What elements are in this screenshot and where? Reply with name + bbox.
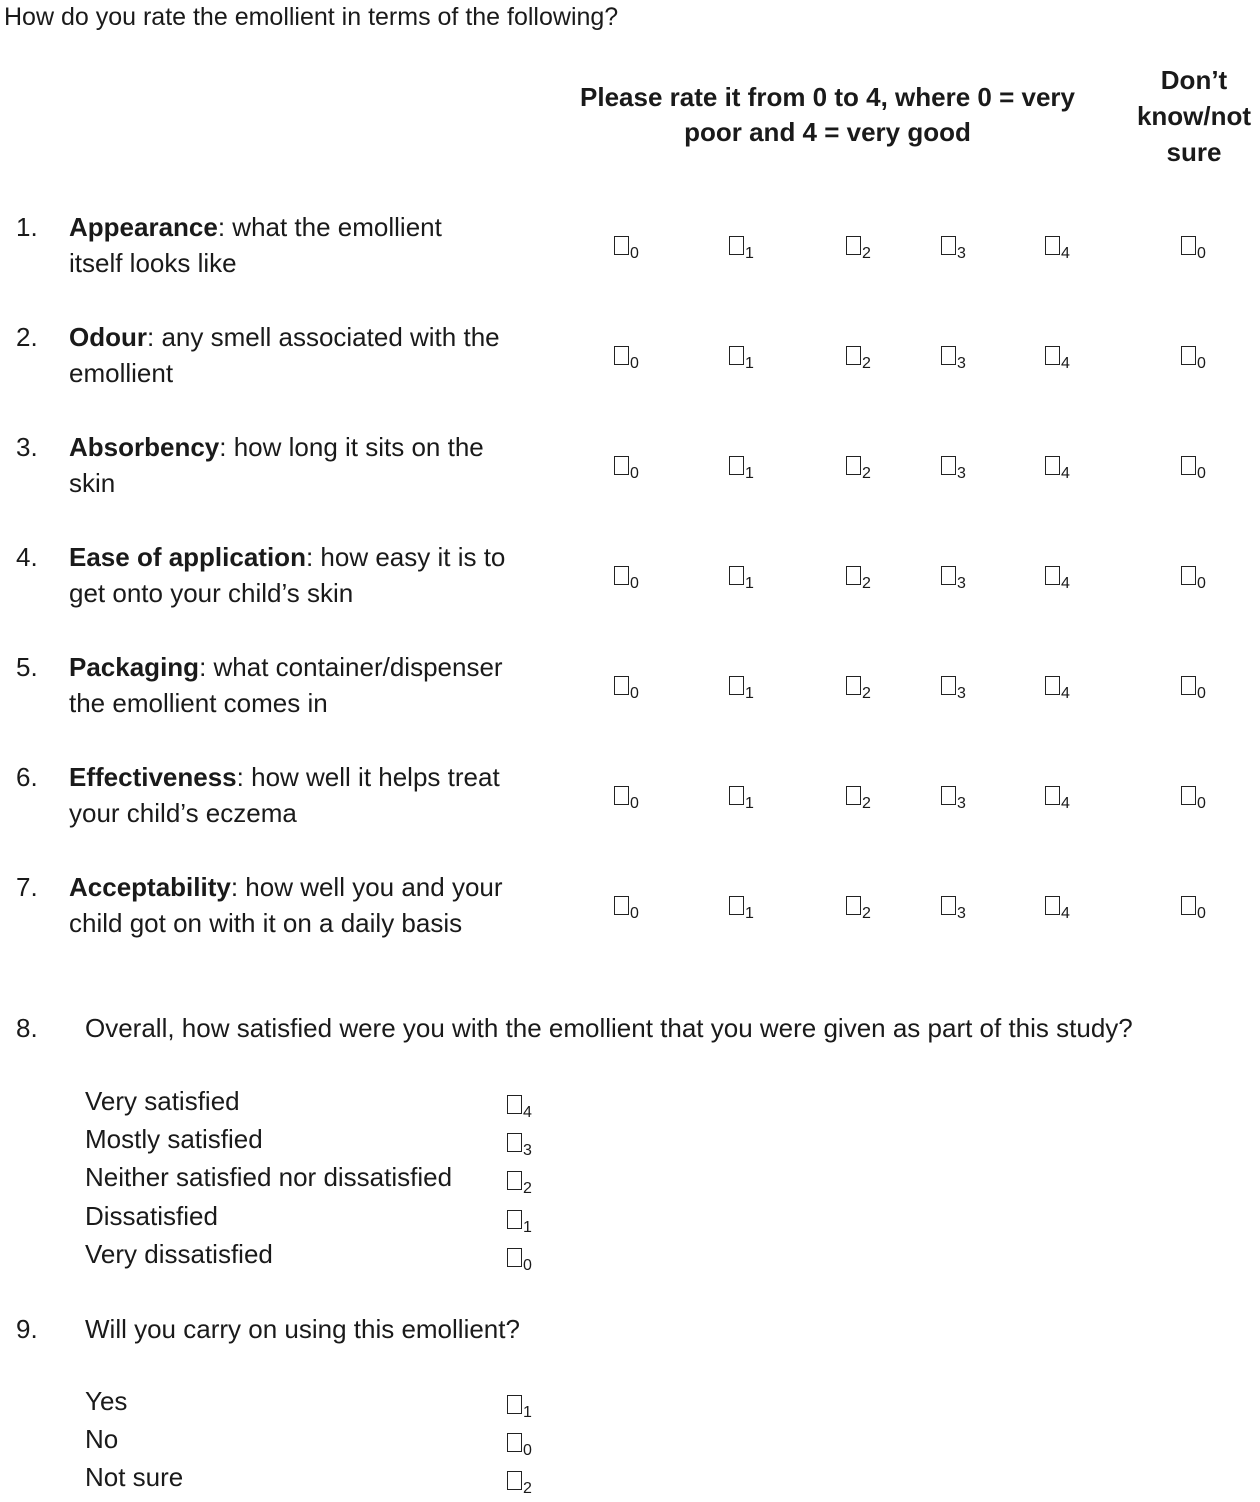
option-checkbox[interactable]	[507, 1163, 532, 1202]
choice-checkbox[interactable]	[507, 1427, 532, 1457]
checkbox-square[interactable]	[729, 566, 744, 585]
dont-know-option[interactable]	[1181, 670, 1206, 705]
checkbox-code: 0	[1197, 355, 1206, 372]
checkbox-code: 1	[745, 245, 754, 262]
option-label: Very dissatisfied	[85, 1239, 273, 1269]
checkbox-code: 2	[862, 795, 871, 812]
question-description: : what the emollient	[217, 212, 442, 242]
checkbox-square[interactable]	[1181, 236, 1196, 255]
rating-header-line1: Please rate it from 0 to 4, where 0 = very	[580, 82, 1075, 112]
rating-option-1[interactable]	[729, 560, 754, 595]
rating-checkbox[interactable]	[1045, 890, 1070, 920]
question-line2: itself looks like	[69, 248, 237, 278]
checkbox-square[interactable]	[729, 786, 744, 805]
checkbox-square[interactable]	[614, 346, 629, 365]
rating-checkbox[interactable]	[729, 340, 754, 370]
option-label: Mostly satisfied	[85, 1124, 263, 1154]
dont-know-checkbox[interactable]	[1181, 560, 1206, 590]
question-number: 4.	[16, 542, 38, 572]
option-label: Very satisfied	[85, 1086, 240, 1116]
checkbox-square[interactable]	[941, 236, 956, 255]
rating-option-3[interactable]	[941, 890, 966, 925]
rating-scale-header	[565, 80, 1090, 150]
checkbox-code: 2	[862, 575, 871, 592]
rating-checkbox[interactable]	[614, 450, 639, 480]
question-line1	[69, 869, 549, 905]
rating-checkbox[interactable]	[1045, 450, 1070, 480]
question-description: : how long it sits on the	[219, 432, 484, 462]
checkbox-square[interactable]	[507, 1210, 522, 1229]
checkbox-square[interactable]	[614, 456, 629, 475]
checkbox-code: 3	[957, 245, 966, 262]
option-checkbox[interactable]	[507, 1240, 532, 1279]
checkbox-square[interactable]	[1045, 786, 1060, 805]
question-line1	[69, 759, 549, 795]
option-label: Dissatisfied	[85, 1201, 218, 1231]
checkbox-code: 1	[745, 685, 754, 702]
checkbox-square[interactable]	[729, 676, 744, 695]
checkbox-square[interactable]	[941, 456, 956, 475]
checkbox-square[interactable]	[1045, 676, 1060, 695]
rating-option-4[interactable]	[1045, 230, 1070, 265]
checkbox-square[interactable]	[1045, 346, 1060, 365]
checkbox-square[interactable]	[729, 896, 744, 915]
option-checkbox[interactable]	[507, 1125, 532, 1164]
rating-checkbox[interactable]	[846, 780, 871, 810]
dont-know-header-line3: sure	[1166, 137, 1222, 167]
rating-option-4[interactable]	[1045, 890, 1070, 925]
checkbox-square[interactable]	[1045, 896, 1060, 915]
rating-option-3[interactable]	[941, 230, 966, 265]
dont-know-checkbox[interactable]	[1181, 340, 1206, 370]
rating-header-line2: poor and 4 = very good	[684, 117, 971, 147]
dont-know-option[interactable]	[1181, 890, 1206, 925]
rating-checkbox[interactable]	[846, 560, 871, 590]
rating-option-2[interactable]	[846, 560, 871, 595]
dont-know-header	[1128, 62, 1260, 170]
rating-option-2[interactable]	[846, 890, 871, 925]
checkbox-code: 0	[1197, 465, 1206, 482]
rating-checkbox[interactable]	[941, 890, 966, 920]
checkbox-code: 4	[1061, 905, 1070, 922]
checkbox-square[interactable]	[507, 1471, 522, 1490]
rating-option-3[interactable]	[941, 780, 966, 815]
checkbox-code: 4	[1061, 465, 1070, 482]
dont-know-checkbox[interactable]	[1181, 450, 1206, 480]
checkbox-square[interactable]	[846, 566, 861, 585]
choice-checkbox[interactable]	[507, 1165, 532, 1195]
rating-checkbox[interactable]	[846, 890, 871, 920]
rating-checkbox[interactable]	[614, 670, 639, 700]
checkbox-square[interactable]	[614, 676, 629, 695]
checkbox-code: 4	[523, 1104, 532, 1121]
checkbox-code: 2	[862, 465, 871, 482]
checkbox-code: 0	[523, 1257, 532, 1274]
rating-option-2[interactable]	[846, 450, 871, 485]
rating-option-0[interactable]	[614, 780, 639, 815]
rating-option-0[interactable]	[614, 340, 639, 375]
option-label: Neither satisfied nor dissatisfied	[85, 1162, 453, 1192]
question-number: 9.	[16, 1314, 38, 1344]
rating-checkbox[interactable]	[1045, 780, 1070, 810]
option-label: No	[85, 1424, 119, 1454]
question-text	[69, 759, 549, 831]
checkbox-code: 3	[957, 575, 966, 592]
rating-checkbox[interactable]	[941, 780, 966, 810]
question-line2: emollient	[69, 358, 174, 388]
checkbox-square[interactable]	[1181, 676, 1196, 695]
question-description: : what container/dispenser	[199, 652, 503, 682]
checkbox-square[interactable]	[507, 1133, 522, 1152]
question-text: Will you carry on using this emollient?	[85, 1314, 520, 1344]
checkbox-code: 0	[630, 465, 639, 482]
choice-checkbox[interactable]	[507, 1089, 532, 1119]
checkbox-code: 1	[745, 355, 754, 372]
question-text	[69, 319, 549, 391]
checkbox-code: 2	[862, 245, 871, 262]
question-term: Packaging	[69, 652, 200, 682]
rating-checkbox[interactable]	[729, 670, 754, 700]
dont-know-option[interactable]	[1181, 450, 1206, 485]
rating-checkbox[interactable]	[846, 230, 871, 260]
rating-option-3[interactable]	[941, 670, 966, 705]
question-term: Effectiveness	[69, 762, 237, 792]
question-text	[69, 209, 549, 281]
rating-option-1[interactable]	[729, 340, 754, 375]
checkbox-square[interactable]	[941, 566, 956, 585]
question-description: : how well you and your	[230, 872, 503, 902]
checkbox-square[interactable]	[614, 786, 629, 805]
checkbox-code: 0	[630, 905, 639, 922]
rating-checkbox[interactable]	[614, 890, 639, 920]
question-line1	[69, 319, 549, 355]
checkbox-code: 0	[630, 795, 639, 812]
rating-checkbox[interactable]	[729, 780, 754, 810]
question-number: 5.	[16, 652, 38, 682]
rating-checkbox[interactable]	[729, 890, 754, 920]
rating-option-3[interactable]	[941, 560, 966, 595]
question-text: Overall, how satisfied were you with the emollient that you were given as part of this study?	[85, 1013, 1133, 1043]
question-line1	[69, 539, 549, 575]
checkbox-code: 2	[862, 685, 871, 702]
rating-option-3[interactable]	[941, 340, 966, 375]
checkbox-code: 2	[523, 1180, 532, 1197]
rating-option-0[interactable]	[614, 450, 639, 485]
checkbox-code: 0	[1197, 245, 1206, 262]
checkbox-code: 0	[630, 575, 639, 592]
question-number: 8.	[16, 1013, 38, 1043]
checkbox-code: 4	[1061, 795, 1070, 812]
rating-option-4[interactable]	[1045, 450, 1070, 485]
rating-checkbox[interactable]	[729, 560, 754, 590]
rating-checkbox[interactable]	[614, 340, 639, 370]
rating-option-2[interactable]	[846, 780, 871, 815]
checkbox-code: 0	[1197, 905, 1206, 922]
question-line2: child got on with it on a daily basis	[69, 908, 463, 938]
checkbox-square[interactable]	[729, 236, 744, 255]
dont-know-option[interactable]	[1181, 560, 1206, 595]
choice-checkbox[interactable]	[507, 1465, 532, 1495]
question-line2: skin	[69, 468, 116, 498]
choice-checkbox[interactable]	[507, 1127, 532, 1157]
question-line2: get onto your child’s skin	[69, 578, 354, 608]
checkbox-code: 3	[957, 905, 966, 922]
checkbox-square[interactable]	[507, 1171, 522, 1190]
question-term: Acceptability	[69, 872, 231, 902]
rating-option-1[interactable]	[729, 670, 754, 705]
checkbox-square[interactable]	[614, 896, 629, 915]
rating-checkbox[interactable]	[1045, 340, 1070, 370]
checkbox-code: 2	[862, 355, 871, 372]
checkbox-code: 3	[523, 1142, 532, 1159]
checkbox-square[interactable]	[1045, 236, 1060, 255]
dont-know-option[interactable]	[1181, 780, 1206, 815]
rating-checkbox[interactable]	[1045, 230, 1070, 260]
dont-know-header-line2: know/not	[1136, 101, 1252, 131]
question-line1	[69, 209, 549, 245]
choice-checkbox[interactable]	[507, 1242, 532, 1272]
dont-know-option[interactable]	[1181, 230, 1206, 265]
rating-option-1[interactable]	[729, 230, 754, 265]
checkbox-code: 1	[745, 795, 754, 812]
checkbox-code: 0	[1197, 575, 1206, 592]
checkbox-code: 2	[862, 905, 871, 922]
rating-checkbox[interactable]	[729, 450, 754, 480]
option-checkbox[interactable]	[507, 1387, 532, 1426]
question-text	[69, 539, 549, 611]
checkbox-code: 3	[957, 465, 966, 482]
rating-checkbox[interactable]	[941, 340, 966, 370]
question-description: : how well it helps treat	[236, 762, 500, 792]
checkbox-square[interactable]	[1181, 566, 1196, 585]
checkbox-code: 4	[1061, 245, 1070, 262]
checkbox-code: 1	[745, 905, 754, 922]
question-term: Odour	[69, 322, 147, 352]
rating-checkbox[interactable]	[846, 450, 871, 480]
rating-checkbox[interactable]	[729, 230, 754, 260]
question-number: 1.	[16, 212, 38, 242]
question-number: 6.	[16, 762, 38, 792]
rating-option-0[interactable]	[614, 560, 639, 595]
rating-checkbox[interactable]	[941, 560, 966, 590]
rating-option-3[interactable]	[941, 450, 966, 485]
checkbox-square[interactable]	[941, 896, 956, 915]
checkbox-code: 4	[1061, 685, 1070, 702]
question-description: : any smell associated with the	[147, 322, 500, 352]
checkbox-code: 1	[745, 575, 754, 592]
question-text	[69, 869, 549, 941]
checkbox-code: 0	[630, 685, 639, 702]
question-line1	[69, 429, 549, 465]
rating-option-1[interactable]	[729, 890, 754, 925]
rating-option-1[interactable]	[729, 780, 754, 815]
rating-checkbox[interactable]	[846, 670, 871, 700]
option-checkbox[interactable]	[507, 1202, 532, 1241]
checkbox-square[interactable]	[846, 896, 861, 915]
choice-checkbox[interactable]	[507, 1389, 532, 1419]
checkbox-square[interactable]	[941, 346, 956, 365]
option-checkbox[interactable]	[507, 1463, 532, 1502]
rating-option-0[interactable]	[614, 670, 639, 705]
question-term: Ease of application	[69, 542, 306, 572]
question-description: : how easy it is to	[305, 542, 506, 572]
checkbox-square[interactable]	[1045, 456, 1060, 475]
rating-checkbox[interactable]	[941, 230, 966, 260]
dont-know-option[interactable]	[1181, 340, 1206, 375]
checkbox-code: 1	[745, 465, 754, 482]
rating-checkbox[interactable]	[614, 560, 639, 590]
survey-intro: How do you rate the emollient in terms of the following?	[4, 3, 619, 31]
question-term: Absorbency	[69, 432, 220, 462]
option-checkbox[interactable]	[507, 1425, 532, 1464]
option-label: Yes	[85, 1386, 128, 1416]
checkbox-square[interactable]	[614, 566, 629, 585]
checkbox-square[interactable]	[1181, 346, 1196, 365]
option-checkbox[interactable]	[507, 1087, 532, 1126]
checkbox-square[interactable]	[507, 1433, 522, 1452]
rating-option-0[interactable]	[614, 890, 639, 925]
checkbox-code: 4	[1061, 575, 1070, 592]
rating-checkbox[interactable]	[846, 340, 871, 370]
rating-checkbox[interactable]	[941, 670, 966, 700]
checkbox-square[interactable]	[846, 236, 861, 255]
checkbox-square[interactable]	[1045, 566, 1060, 585]
question-term: Appearance	[69, 212, 218, 242]
dont-know-header-line1: Don’t	[1160, 65, 1228, 95]
checkbox-square[interactable]	[729, 456, 744, 475]
question-text	[69, 429, 549, 501]
question-number: 2.	[16, 322, 38, 352]
rating-checkbox[interactable]	[614, 780, 639, 810]
checkbox-square[interactable]	[1181, 456, 1196, 475]
checkbox-code: 4	[1061, 355, 1070, 372]
dont-know-checkbox[interactable]	[1181, 670, 1206, 700]
checkbox-code: 0	[1197, 685, 1206, 702]
checkbox-square[interactable]	[941, 786, 956, 805]
checkbox-square[interactable]	[941, 676, 956, 695]
option-label: Not sure	[85, 1462, 184, 1492]
dont-know-checkbox[interactable]	[1181, 780, 1206, 810]
dont-know-checkbox[interactable]	[1181, 890, 1206, 920]
checkbox-square[interactable]	[1181, 896, 1196, 915]
checkbox-square[interactable]	[507, 1395, 522, 1414]
dont-know-checkbox[interactable]	[1181, 230, 1206, 260]
rating-option-2[interactable]	[846, 230, 871, 265]
rating-checkbox[interactable]	[941, 450, 966, 480]
rating-option-4[interactable]	[1045, 780, 1070, 815]
question-number: 7.	[16, 872, 38, 902]
checkbox-code: 2	[523, 1480, 532, 1497]
checkbox-square[interactable]	[846, 346, 861, 365]
checkbox-code: 3	[957, 795, 966, 812]
checkbox-square[interactable]	[846, 786, 861, 805]
checkbox-square[interactable]	[614, 236, 629, 255]
question-number: 3.	[16, 432, 38, 462]
rating-option-4[interactable]	[1045, 560, 1070, 595]
choice-checkbox[interactable]	[507, 1204, 532, 1234]
question-line2: the emollient comes in	[69, 688, 328, 718]
checkbox-square[interactable]	[507, 1248, 522, 1267]
checkbox-code: 3	[957, 685, 966, 702]
checkbox-square[interactable]	[846, 676, 861, 695]
rating-checkbox[interactable]	[1045, 560, 1070, 590]
rating-checkbox[interactable]	[614, 230, 639, 260]
rating-option-1[interactable]	[729, 450, 754, 485]
checkbox-code: 1	[523, 1219, 532, 1236]
rating-checkbox[interactable]	[1045, 670, 1070, 700]
rating-option-4[interactable]	[1045, 670, 1070, 705]
checkbox-square[interactable]	[1181, 786, 1196, 805]
checkbox-square[interactable]	[507, 1095, 522, 1114]
rating-option-2[interactable]	[846, 340, 871, 375]
question-text	[69, 649, 549, 721]
checkbox-code: 0	[630, 245, 639, 262]
checkbox-code: 0	[630, 355, 639, 372]
checkbox-code: 1	[523, 1404, 532, 1421]
rating-option-2[interactable]	[846, 670, 871, 705]
rating-option-4[interactable]	[1045, 340, 1070, 375]
rating-option-0[interactable]	[614, 230, 639, 265]
question-line2: your child’s eczema	[69, 798, 297, 828]
checkbox-code: 0	[523, 1442, 532, 1459]
question-line1	[69, 649, 549, 685]
checkbox-code: 0	[1197, 795, 1206, 812]
checkbox-code: 3	[957, 355, 966, 372]
checkbox-square[interactable]	[729, 346, 744, 365]
checkbox-square[interactable]	[846, 456, 861, 475]
